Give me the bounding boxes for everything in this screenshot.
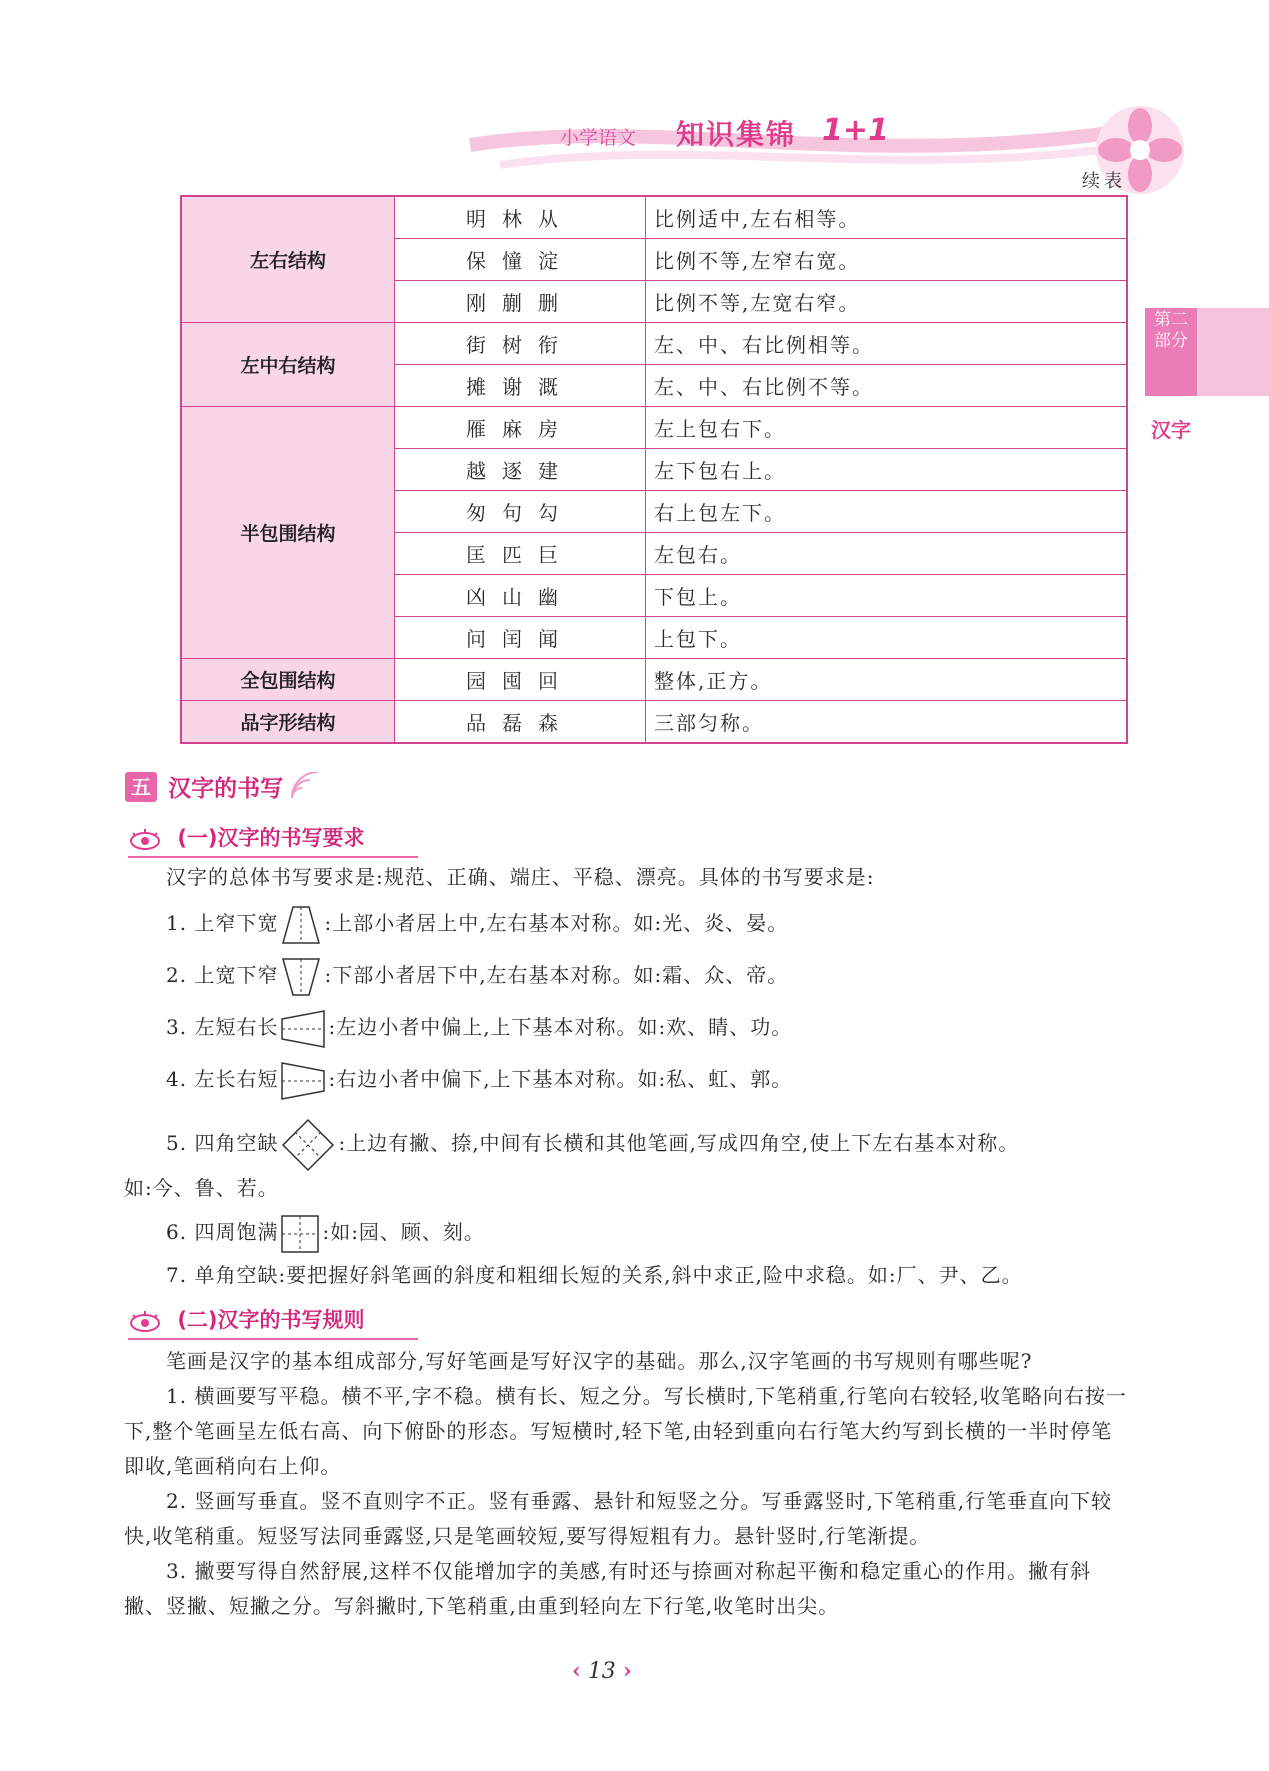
examples-cell: 刚蒯删 — [395, 281, 646, 323]
description-cell: 右上包左下。 — [646, 491, 1128, 533]
subsection-heading — [128, 1304, 365, 1336]
table-row — [181, 323, 1127, 365]
rules-paragraph: 2. 竖画写垂直。竖不直则字不正。竖有垂露、悬针和短竖之分。写垂露竖时,下笔稍重,行笔垂直向下较快,收笔稍重。短竖写法同垂露竖,只是笔画较短,要写得短粗有力。悬针竖时,行笔渐提。 — [124, 1489, 1113, 1548]
description-cell: 比例适中,左右相等。 — [646, 196, 1128, 239]
examples-cell: 园囤回 — [395, 659, 646, 701]
subsection-underline — [128, 1338, 418, 1340]
requirement-label: 4. 左长右短 — [166, 1067, 279, 1091]
examples-cell: 保憧淀 — [395, 239, 646, 281]
table-row — [181, 701, 1127, 744]
category-cell: 左中右结构 — [181, 323, 395, 407]
subsection-heading — [128, 822, 365, 854]
requirement-text: :下部小者居下中,左右基本对称。如:霜、众、帝。 — [324, 963, 789, 987]
description-cell: 下包上。 — [646, 575, 1128, 617]
side-tab-part: 第二部分 — [1154, 310, 1188, 351]
examples-cell: 品磊森 — [395, 701, 646, 744]
section-number-badge: 五 — [125, 772, 157, 802]
left-short-right-long-icon — [280, 1009, 326, 1049]
examples-cell: 匡匹巨 — [395, 533, 646, 575]
rules-paragraph: 笔画是汉字的基本组成部分,写好笔画是写好汉字的基础。那么,汉字笔画的书写规则有哪些呢? — [166, 1349, 1033, 1373]
requirement-text: :右边小者中偏下,上下基本对称。如:私、虹、郭。 — [328, 1067, 793, 1091]
examples-cell: 凶山幽 — [395, 575, 646, 617]
subsection-title: (一)汉字的书写要求 — [177, 826, 365, 850]
description-cell: 比例不等,左宽右窄。 — [646, 281, 1128, 323]
left-long-right-short-icon — [280, 1061, 326, 1101]
examples-cell: 街树衔 — [395, 323, 646, 365]
description-cell: 整体,正方。 — [646, 659, 1128, 701]
subsection-underline — [128, 856, 418, 858]
chevron-right-icon: › — [622, 1658, 632, 1684]
requirement-item — [166, 1005, 1124, 1049]
side-tab-topic: 汉字 — [1151, 418, 1191, 442]
description-cell: 左包右。 — [646, 533, 1128, 575]
requirement-text: :如:园、顾、刻。 — [322, 1220, 485, 1244]
rules-paragraph: 3. 撇要写得自然舒展,这样不仅能增加字的美感,有时还与捺画对称起平衡和稳定重心的作用。撇有斜撇、竖撇、短撇之分。写斜撇时,下笔稍重,由重到轻向左下行笔,收笔时出尖。 — [124, 1559, 1092, 1618]
rules-block — [124, 1344, 1129, 1624]
examples-cell: 雁麻房 — [395, 407, 646, 449]
category-cell: 品字形结构 — [181, 701, 395, 744]
requirement-text: :上部小者居上中,左右基本对称。如:光、炎、晏。 — [324, 911, 789, 935]
rules-paragraph: 1. 横画要写平稳。横不平,字不稳。横有长、短之分。写长横时,下笔稍重,行笔向右较轻,收笔略向右按一下,整个笔画呈左低右高、向下俯卧的形态。写短横时,轻下笔,由轻到重向右行笔大约写到长横的一半时停笔即收,笔画稍向右上仰。 — [124, 1384, 1127, 1478]
requirement-label: 3. 左短右长 — [166, 1015, 279, 1039]
requirement-label: 2. 上宽下窄 — [166, 963, 279, 987]
trapezoid-narrow-top-icon — [280, 905, 322, 945]
description-cell: 左、中、右比例不等。 — [646, 365, 1128, 407]
requirement-label: 6. 四周饱满 — [166, 1220, 279, 1244]
requirement-item — [166, 1057, 1124, 1101]
description-cell: 左下包右上。 — [646, 449, 1128, 491]
requirement-item — [166, 901, 1124, 945]
page-number-value: 13 — [587, 1659, 616, 1684]
examples-cell: 明林从 — [395, 196, 646, 239]
signal-waves-icon — [288, 772, 322, 802]
header-grade: 1+1 — [822, 113, 889, 148]
description-cell: 左、中、右比例相等。 — [646, 323, 1128, 365]
examples-cell: 问闰闻 — [395, 617, 646, 659]
category-cell: 半包围结构 — [181, 407, 395, 659]
requirement-text: :左边小者中偏上,上下基本对称。如:欢、睛、功。 — [328, 1015, 793, 1039]
character-structure-table — [180, 195, 1128, 744]
examples-cell: 摊谢溉 — [395, 365, 646, 407]
diamond-shape-icon — [280, 1117, 336, 1173]
category-cell: 左右结构 — [181, 196, 395, 323]
description-cell: 三部匀称。 — [646, 701, 1128, 744]
description-cell: 左上包右下。 — [646, 407, 1128, 449]
requirement-item: 7. 单角空缺:要把握好斜笔画的斜度和粗细长短的关系,斜中求正,险中求稳。如:厂、尹、乙。 — [166, 1263, 1023, 1287]
eye-icon — [128, 1309, 162, 1333]
table-row — [181, 196, 1127, 239]
requirements-intro: 汉字的总体书写要求是:规范、正确、端庄、平稳、漂亮。具体的书写要求是: — [166, 865, 875, 889]
eye-icon — [128, 827, 162, 851]
requirement-text: :上边有撇、捺,中间有长横和其他笔画,写成四角空,使上下左右基本对称。 — [338, 1131, 1020, 1155]
trapezoid-narrow-bottom-icon — [280, 957, 322, 997]
subsection-title: (二)汉字的书写规则 — [177, 1308, 365, 1332]
full-square-icon — [280, 1214, 320, 1254]
description-cell: 比例不等,左窄右宽。 — [646, 239, 1128, 281]
requirement-item — [166, 953, 1124, 997]
header-swoosh-decoration — [460, 105, 1180, 195]
requirement-item — [166, 1210, 1124, 1254]
examples-cell: 越逐建 — [395, 449, 646, 491]
section-title: 汉字的书写 — [168, 776, 284, 802]
table-continued-label: 续表 — [1082, 171, 1126, 192]
header-subject: 小学语文 — [560, 127, 637, 149]
requirement-label: 5. 四角空缺 — [166, 1131, 279, 1155]
description-cell: 上包下。 — [646, 617, 1128, 659]
requirement-item — [166, 1115, 1124, 1171]
requirement-example-line: 如:今、鲁、若。 — [124, 1176, 279, 1200]
header-title: 知识集锦 — [676, 118, 797, 151]
page-number — [572, 1658, 632, 1684]
requirement-label: 1. 上窄下宽 — [166, 911, 279, 935]
category-cell: 全包围结构 — [181, 659, 395, 701]
requirements-block — [124, 860, 1124, 1293]
section-heading — [125, 770, 322, 806]
table-row — [181, 659, 1127, 701]
table-row — [181, 407, 1127, 449]
examples-cell: 匆句勾 — [395, 491, 646, 533]
chevron-left-icon: ‹ — [572, 1658, 581, 1684]
